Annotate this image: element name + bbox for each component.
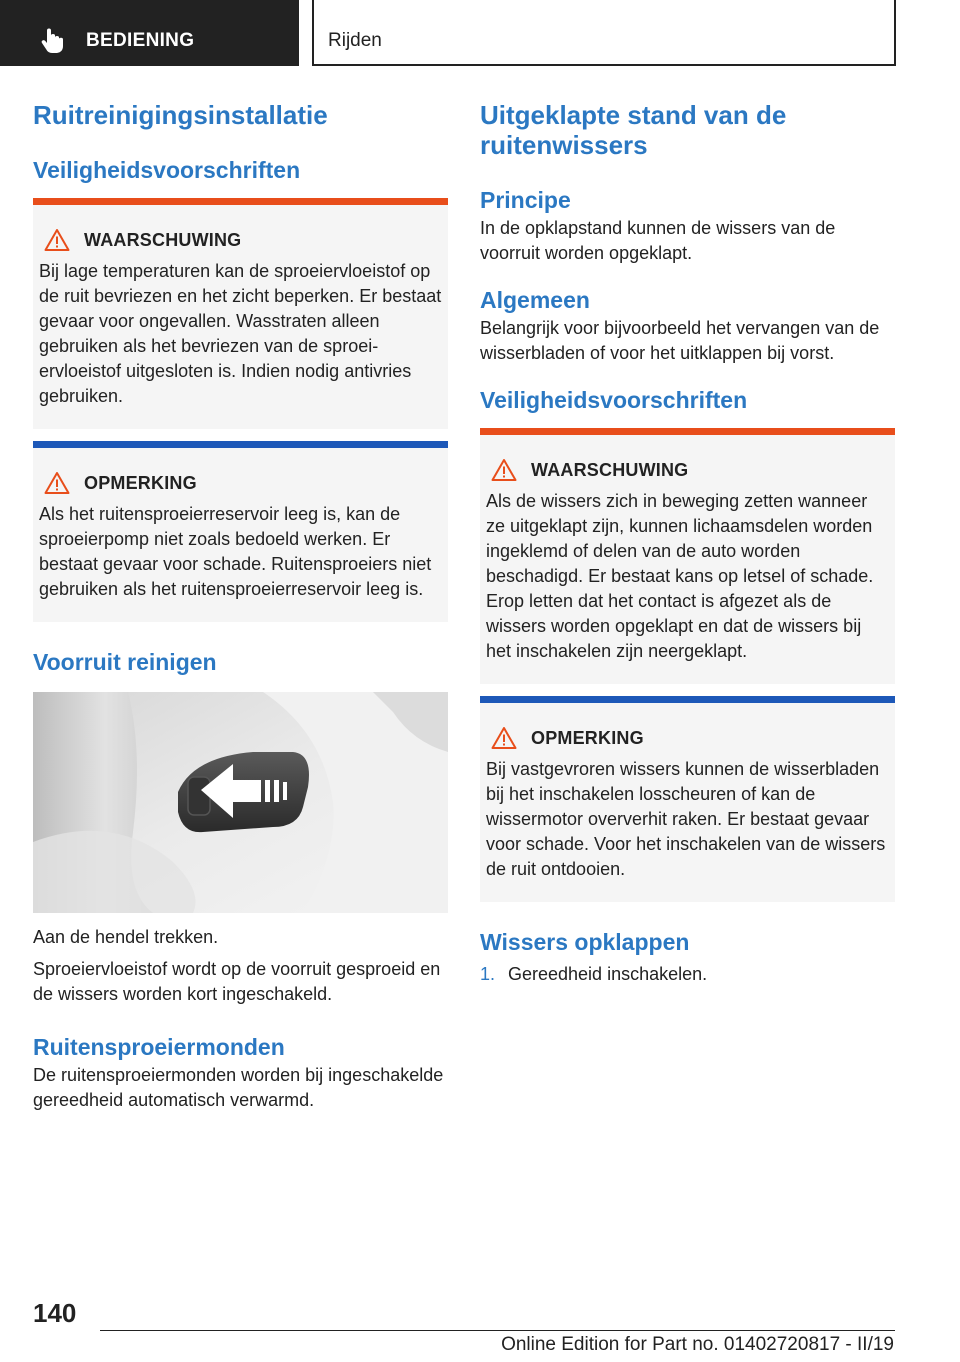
windshield-description: Sproeiervloeistof wordt op de voorruit gesproeid en de wissers worden kort ingeschakeld. (33, 959, 441, 1004)
nozzles-text: De ruitensproeiermonden worden bij ingeschakelde gereedheid automatisch verwarmd. (33, 1065, 444, 1110)
warning-label: WAARSCHUWING (84, 229, 242, 250)
warning-text: Bij lage temperaturen kan de sproeiervloeistof op de ruit bevriezen en het zicht beperken. Er bestaat gevaar voor ongevallen. Wasstraten alleen gebruiken als het bevriezen van de sproeiervloeistof uitgesloten is. Indien nodig antivries gebruiken. (39, 261, 442, 406)
warning-triangle-icon (44, 471, 70, 495)
windshield-instruction: Aan de hendel trekken. (33, 927, 219, 947)
warning-triangle-icon (491, 458, 517, 482)
header-section-label: BEDIENING (86, 30, 195, 51)
warning-text: Als de wissers zich in beweging zetten wanneer ze uitgeklapt zijn, kunnen lichaamsdelen worden ingeklemd of delen van de auto worden beschadigd. Er bestaat kans op letsel of schade. Erop letten dat het contact is afgezet als de wissers worden opgeklapt en dat de wissers bij het inschakelen zijn neergeklapt. (486, 491, 874, 661)
edition-label: Online Edition for Part no. 01402720817 - II/19 (501, 1334, 894, 1355)
warning-triangle-icon (491, 726, 517, 750)
principle-text: In de opklapstand kunnen de wissers van de voorruit worden opgeklapt. (480, 218, 836, 263)
warning-bar (480, 428, 895, 435)
wiper-lever-photo (33, 692, 448, 913)
footer-rule (100, 1330, 895, 1331)
left-column (33, 100, 448, 1113)
section-title: Ruitreinigingsinstallatie (33, 100, 328, 130)
note-text: Bij vastgevroren wissers kunnen de wisserbladen bij het inschakelen losscheuren of kan de wissermotor oververhit raken. Er bestaat gevaar voor schade. Voor het inschakelen van de wissers de ruit ontdooien. (486, 759, 886, 879)
header-chapter-label: Rijden (328, 30, 382, 51)
note-label: OPMERKING (531, 727, 644, 748)
note-bar (33, 441, 448, 448)
warning-callout (33, 198, 448, 429)
warning-bar (33, 198, 448, 205)
page-number: 140 (33, 1298, 77, 1328)
note-callout (480, 696, 895, 902)
warning-label: WAARSCHUWING (531, 459, 689, 480)
general-heading: Algemeen (480, 287, 590, 313)
step-text: Gereedheid inschakelen. (508, 964, 708, 984)
general-text: Belangrijk voor bijvoorbeeld het vervangen van de wisserbladen of voor het uitklappen bij vorst. (480, 318, 880, 363)
note-callout (33, 441, 448, 622)
warning-callout (480, 428, 895, 684)
right-column (480, 100, 895, 987)
principle-heading: Principe (480, 187, 571, 213)
hand-pointer-icon (38, 26, 68, 56)
fold-steps-list (480, 962, 895, 987)
wiper-lever-illustration (33, 692, 448, 913)
fold-wipers-heading: Wissers opklappen (480, 929, 690, 955)
section-title: Uitgeklapte stand van de ruitenwissers (480, 100, 787, 160)
nozzles-heading: Ruitensproeiermonden (33, 1034, 285, 1060)
note-text: Als het ruitensproeierreservoir leeg is, kan de sproeierpomp niet zoals bedoeld werken. Er bestaat gevaar voor schade. Ruitensproeiers niet gebruiken als het ruitensproeierreservoir leeg is. (39, 504, 432, 599)
windshield-heading: Voorruit reinigen (33, 649, 217, 675)
header-section-tab (0, 0, 299, 66)
safety-heading: Veiligheidsvoorschriften (480, 387, 748, 413)
list-item (480, 962, 895, 987)
step-number: 1. (480, 964, 496, 984)
warning-triangle-icon (44, 228, 70, 252)
note-bar (480, 696, 895, 703)
safety-heading: Veiligheidsvoorschriften (33, 157, 301, 183)
note-label: OPMERKING (84, 472, 197, 493)
header-chapter-box (312, 0, 896, 66)
